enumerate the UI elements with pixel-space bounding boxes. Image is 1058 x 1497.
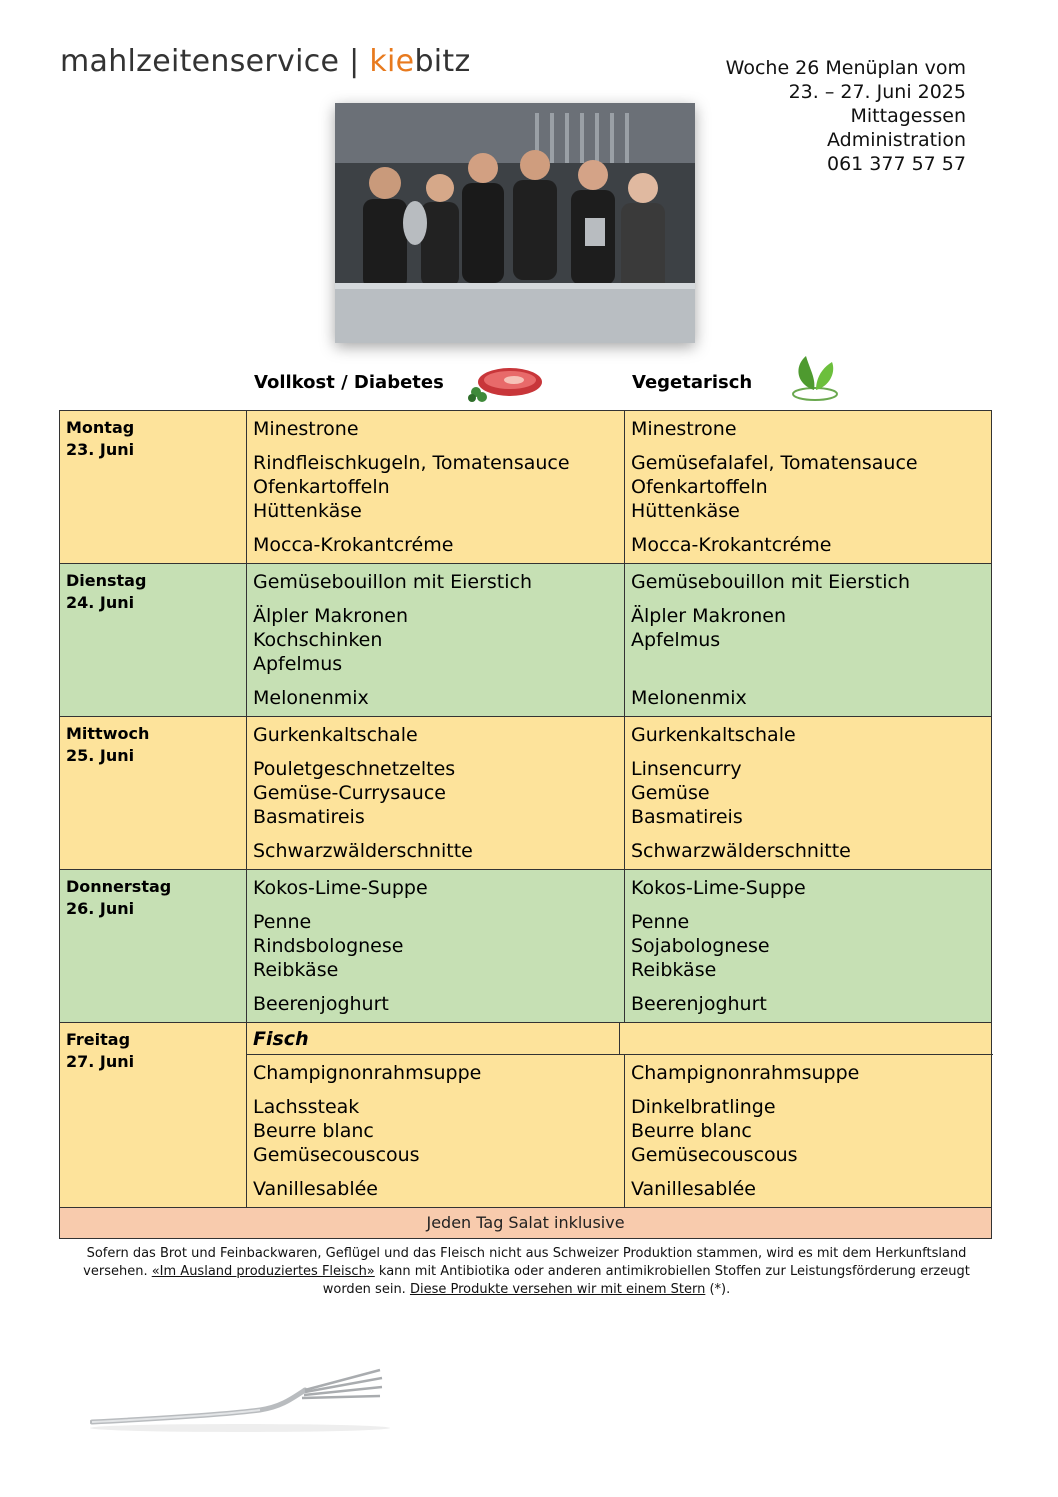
header-line-phone: 061 377 57 57 bbox=[826, 153, 966, 175]
day-date: 27. Juni bbox=[66, 1052, 135, 1071]
day-row-dienstag bbox=[60, 563, 991, 716]
side-dish: Ofenkartoffeln bbox=[253, 476, 390, 498]
soup: Minestrone bbox=[631, 418, 737, 440]
side-dish: Rindsbolognese bbox=[253, 935, 404, 957]
dessert: Schwarzwälderschnitte bbox=[631, 840, 851, 862]
day-name: Mittwoch bbox=[66, 724, 150, 743]
day-date: 26. Juni bbox=[66, 899, 135, 918]
main-dish: Dinkelbratlinge bbox=[631, 1096, 776, 1118]
side-dish: Gemüse bbox=[631, 782, 710, 804]
side-dish: Beurre blanc bbox=[631, 1120, 752, 1142]
day-name: Montag bbox=[66, 418, 135, 437]
fork-image bbox=[90, 1360, 390, 1440]
header-line-dates: 23. – 27. Juni 2025 bbox=[788, 81, 966, 103]
menu-cell-vollkost bbox=[247, 717, 625, 869]
side-dish: Hüttenkäse bbox=[631, 500, 740, 522]
day-date: 23. Juni bbox=[66, 440, 135, 459]
day-date: 25. Juni bbox=[66, 746, 135, 765]
side-dish: Gemüsecouscous bbox=[253, 1144, 420, 1166]
soup: Gemüsebouillon mit Eierstich bbox=[631, 571, 910, 593]
dessert: Melonenmix bbox=[253, 687, 369, 709]
column-header-vegetarisch: Vegetarisch bbox=[632, 372, 753, 393]
footnote-text-2: kann mit Antibiotika oder anderen antimikrobiellen Stoffen zur Leistungsförderung erzeugt worden sein. bbox=[322, 1264, 970, 1297]
special-label-fisch: Fisch bbox=[247, 1023, 620, 1055]
day-name: Freitag bbox=[66, 1030, 131, 1049]
side-dish: Basmatireis bbox=[631, 806, 743, 828]
day-date: 24. Juni bbox=[66, 593, 135, 612]
friday-menus bbox=[247, 1023, 993, 1207]
soup: Gurkenkaltschale bbox=[253, 724, 418, 746]
side-dish: Beurre blanc bbox=[253, 1120, 374, 1142]
day-name: Donnerstag bbox=[66, 877, 172, 896]
main-dish: Lachssteak bbox=[253, 1096, 360, 1118]
footnote-text-1: Sofern das Brot und Feinbackwaren, Geflügel und das Fleisch nicht aus Schweizer Produktion stammen, wird es mit dem Herkunftsland versehen. bbox=[83, 1246, 967, 1279]
side-dish: Apfelmus bbox=[631, 629, 721, 651]
dessert: Vanillesablée bbox=[253, 1178, 378, 1200]
menu-cell-vollkost bbox=[247, 1055, 625, 1207]
leaf-icon bbox=[788, 350, 842, 408]
dessert: Mocca-Krokantcréme bbox=[631, 534, 832, 556]
dessert: Mocca-Krokantcréme bbox=[253, 534, 454, 556]
main-dish: Pouletgeschnetzeltes bbox=[253, 758, 456, 780]
day-cell bbox=[60, 1023, 247, 1207]
day-name: Dienstag bbox=[66, 571, 147, 590]
footnote-text-3: (*). bbox=[705, 1282, 731, 1297]
menu-cell-vollkost bbox=[247, 870, 625, 1022]
meat-icon bbox=[464, 364, 544, 408]
side-dish: Apfelmus bbox=[253, 653, 343, 675]
footnote-link-ausland: «Im Ausland produziertes Fleisch» bbox=[151, 1264, 375, 1279]
salad-note: Jeden Tag Salat inklusive bbox=[60, 1207, 991, 1238]
side-dish: Gemüse-Currysauce bbox=[253, 782, 446, 804]
day-row-donnerstag bbox=[60, 869, 991, 1022]
day-row-montag bbox=[60, 411, 991, 563]
main-dish: Linsencurry bbox=[631, 758, 742, 780]
side-dish: Reibkäse bbox=[253, 959, 339, 981]
dessert: Schwarzwälderschnitte bbox=[253, 840, 473, 862]
menu-cell-vollkost bbox=[247, 564, 625, 716]
side-dish: Ofenkartoffeln bbox=[631, 476, 768, 498]
main-dish: Älpler Makronen bbox=[253, 605, 408, 627]
main-dish: Penne bbox=[253, 911, 312, 933]
column-headers bbox=[0, 364, 1058, 408]
menu-cell-vollkost bbox=[247, 411, 625, 563]
main-dish: Älpler Makronen bbox=[631, 605, 786, 627]
day-cell bbox=[60, 411, 247, 563]
dessert: Vanillesablée bbox=[631, 1178, 756, 1200]
side-dish: Gemüsecouscous bbox=[631, 1144, 798, 1166]
soup: Champignonrahmsuppe bbox=[631, 1062, 860, 1084]
menu-cell-vegetarisch bbox=[625, 870, 1003, 1022]
brand-prefix: mahlzeitenservice | bbox=[60, 44, 370, 79]
soup: Minestrone bbox=[253, 418, 359, 440]
column-header-vollkost: Vollkost / Diabetes bbox=[254, 372, 444, 393]
menu-cell-vegetarisch bbox=[625, 564, 1003, 716]
soup: Champignonrahmsuppe bbox=[253, 1062, 482, 1084]
day-row-freitag bbox=[60, 1022, 991, 1207]
footnote-link-stern: Diese Produkte versehen wir mit einem Stern bbox=[409, 1282, 706, 1297]
header-info bbox=[726, 56, 966, 176]
day-cell bbox=[60, 717, 247, 869]
brand-logo bbox=[60, 44, 471, 79]
soup: Kokos-Lime-Suppe bbox=[631, 877, 806, 899]
menu-cell-vegetarisch bbox=[625, 717, 1003, 869]
header-line-week: Woche 26 Menüplan vom bbox=[725, 57, 966, 79]
brand-suffix: bitz bbox=[414, 44, 471, 79]
day-cell bbox=[60, 870, 247, 1022]
soup: Gemüsebouillon mit Eierstich bbox=[253, 571, 532, 593]
soup: Kokos-Lime-Suppe bbox=[253, 877, 428, 899]
menu-table bbox=[59, 410, 992, 1239]
brand-accent: kie bbox=[369, 44, 415, 79]
soup: Gurkenkaltschale bbox=[631, 724, 796, 746]
side-dish: Reibkäse bbox=[631, 959, 717, 981]
header-line-meal: Mittagessen bbox=[850, 105, 966, 127]
special-label-empty bbox=[620, 1023, 993, 1055]
main-dish: Gemüsefalafel, Tomatensauce bbox=[631, 452, 918, 474]
side-dish: Kochschinken bbox=[253, 629, 383, 651]
team-photo bbox=[335, 103, 695, 343]
main-dish: Rindfleischkugeln, Tomatensauce bbox=[253, 452, 570, 474]
day-row-mittwoch bbox=[60, 716, 991, 869]
side-dish: Hüttenkäse bbox=[253, 500, 362, 522]
dessert: Beerenjoghurt bbox=[253, 993, 389, 1015]
dessert: Beerenjoghurt bbox=[631, 993, 767, 1015]
dessert: Melonenmix bbox=[631, 687, 747, 709]
footnote bbox=[60, 1245, 993, 1299]
header-line-admin: Administration bbox=[826, 129, 966, 151]
day-cell bbox=[60, 564, 247, 716]
side-dish: Basmatireis bbox=[253, 806, 365, 828]
main-dish: Penne bbox=[631, 911, 690, 933]
menu-cell-vegetarisch bbox=[625, 1055, 1003, 1207]
menu-cell-vegetarisch bbox=[625, 411, 1003, 563]
side-dish bbox=[631, 652, 997, 676]
side-dish: Sojabolognese bbox=[631, 935, 770, 957]
